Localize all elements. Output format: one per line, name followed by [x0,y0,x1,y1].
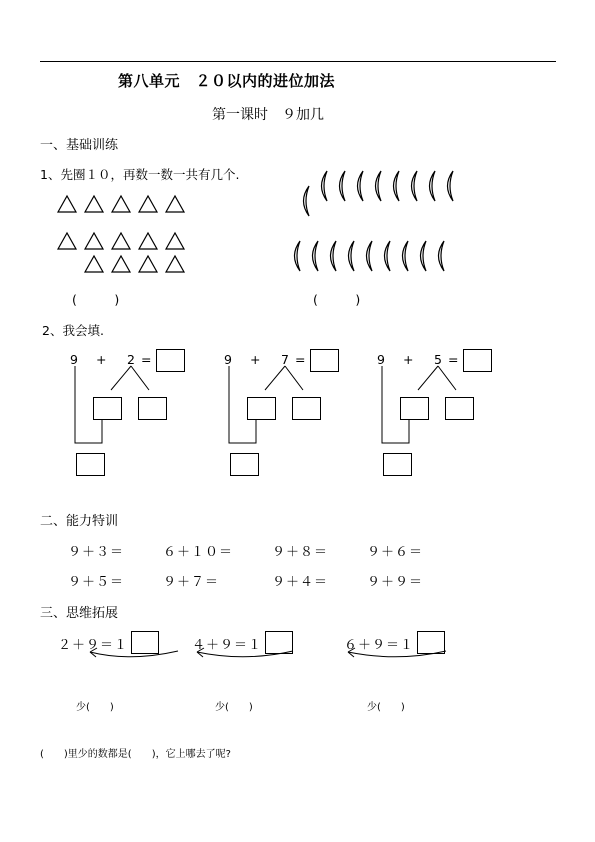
drill-r2-c1: ９＋５＝ [68,575,125,590]
q2-p3-op: + [403,352,414,367]
q2-p2-a: 9 [224,352,232,367]
curved-arrow-icon [348,651,446,657]
section3-heading: 三、思维拓展 [40,606,119,621]
q2-p1-op: + [96,352,107,367]
drill-r1-c1: ９＋３＝ [68,545,125,560]
drill-r2-c4: ９＋９＝ [367,575,424,590]
curved-arrow-icon [197,651,293,657]
think-p1-expr: ２＋９＝１ [58,638,129,653]
drill-r2-c3: ９＋４＝ [272,575,329,590]
q2-prompt: 2、我会填. [42,323,104,338]
think-p1-less: 少( ) [76,702,114,713]
section2-heading: 二、能力特训 [40,514,119,529]
page-title: 第八单元 ２０以内的进位加法 [118,72,336,90]
q2-p1-a: 9 [70,352,78,367]
final-question: ( )里少的数都是( )，它上哪去了呢? [40,749,231,760]
q2-p2-b: 7 [281,352,289,367]
q1-answer-right[interactable]: ( ) [313,292,361,307]
q2-p3-eq: = [448,352,459,367]
q2-p1-eq: = [141,352,152,367]
q2-p3-a: 9 [377,352,385,367]
page-subtitle: 第一课时 ９加几 [212,107,324,123]
drill-r1-c3: ９＋８＝ [272,545,329,560]
curved-arrow-icon [90,651,178,657]
section1-heading: 一、基础训练 [40,138,119,153]
think-p2-less: 少( ) [215,702,253,713]
q2-p2-eq: = [295,352,306,367]
think-p2-expr: ４＋９＝１ [192,638,263,653]
q2-p2-op: + [250,352,261,367]
q2-p1-b: 2 [127,352,135,367]
think-p3-less: 少( ) [367,702,405,713]
drill-r2-c2: ９＋７＝ [163,575,220,590]
drill-r1-c4: ９＋６＝ [367,545,424,560]
q2-p3-b: 5 [434,352,442,367]
drill-r1-c2: ６＋１０＝ [163,545,234,560]
q1-prompt: 1、先圈１０，再数一数一共有几个. [40,167,240,182]
think-p3-expr: ６＋９＝１ [344,638,415,653]
q1-answer-left[interactable]: ( ) [72,292,120,307]
